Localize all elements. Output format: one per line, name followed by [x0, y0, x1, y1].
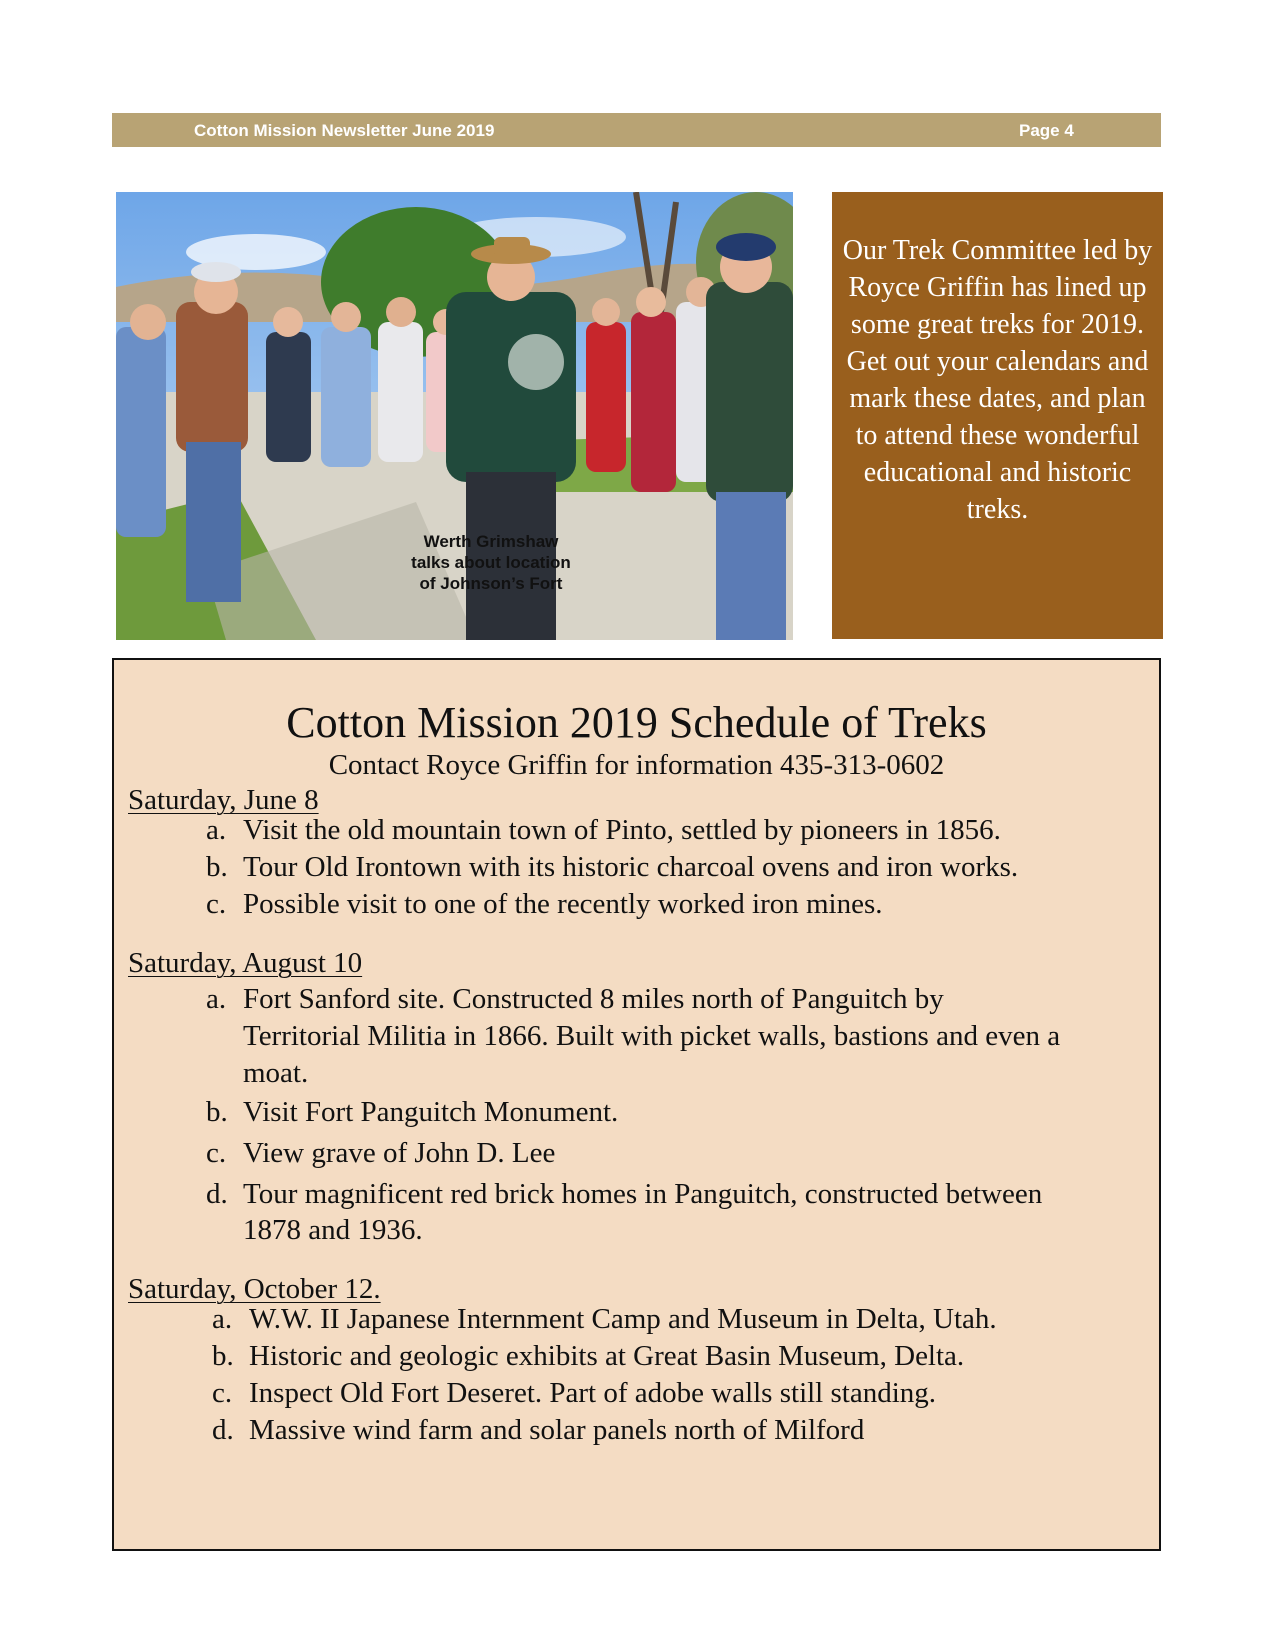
callout-text: Our Trek Committee led by Royce Griffin has lined up some great treks for 2019. Get out your calendars and mark these dates, and plan to attend these wonderful educational and historic treks.	[842, 235, 1153, 525]
group-photo	[116, 192, 793, 640]
item-text: W.W. II Japanese Internment Camp and Museum in Delta, Utah.	[249, 1303, 997, 1335]
item-text: 1878 and 1936.	[243, 1214, 423, 1246]
item-letter: c.	[206, 888, 227, 920]
item-text: Tour Old Irontown with its historic charcoal ovens and iron works.	[243, 851, 1019, 883]
page-number: Page 4	[1019, 121, 1074, 140]
schedule-contact: Contact Royce Griffin for information 435-313-0602	[328, 749, 945, 781]
item-text: Tour magnificent red brick homes in Panguitch, constructed between	[243, 1178, 1043, 1210]
trek-committee-callout	[832, 192, 1163, 639]
item-text: Inspect Old Fort Deseret. Part of adobe walls still standing.	[249, 1377, 937, 1409]
item-letter: b.	[206, 1096, 228, 1128]
item-letter: b.	[212, 1340, 234, 1372]
trek-schedule-box	[112, 658, 1161, 1551]
item-letter: d.	[212, 1414, 234, 1446]
header-bar	[112, 113, 1161, 147]
item-text: Historic and geologic exhibits at Great Basin Museum, Delta.	[249, 1340, 965, 1372]
item-text: moat.	[243, 1057, 309, 1089]
item-letter: b.	[206, 851, 228, 883]
item-letter: c.	[206, 1137, 227, 1169]
newsletter-title: Cotton Mission Newsletter June 2019	[194, 121, 495, 140]
item-text: Territorial Militia in 1866. Built with picket walls, bastions and even a	[243, 1020, 1061, 1052]
trek-date-october: Saturday, October 12.	[128, 1273, 381, 1305]
item-letter: a.	[212, 1303, 233, 1335]
trek-date-june: Saturday, June 8	[128, 784, 319, 816]
item-text: Fort Sanford site. Constructed 8 miles north of Panguitch by	[243, 983, 944, 1015]
item-text: Massive wind farm and solar panels north of Milford	[249, 1414, 865, 1446]
item-letter: a.	[206, 814, 227, 846]
photo-caption: Werth Grimshaw talks about location of Johnson’s Fort	[411, 532, 571, 593]
item-letter: c.	[212, 1377, 233, 1409]
schedule-title: Cotton Mission 2019 Schedule of Treks	[286, 698, 987, 747]
item-text: Possible visit to one of the recently worked iron mines.	[243, 888, 883, 920]
item-text: Visit Fort Panguitch Monument.	[243, 1096, 619, 1128]
item-letter: a.	[206, 983, 227, 1015]
item-letter: d.	[206, 1178, 228, 1210]
item-text: Visit the old mountain town of Pinto, settled by pioneers in 1856.	[243, 814, 1001, 846]
trek-date-august: Saturday, August 10	[128, 947, 363, 979]
item-text: View grave of John D. Lee	[243, 1137, 556, 1169]
